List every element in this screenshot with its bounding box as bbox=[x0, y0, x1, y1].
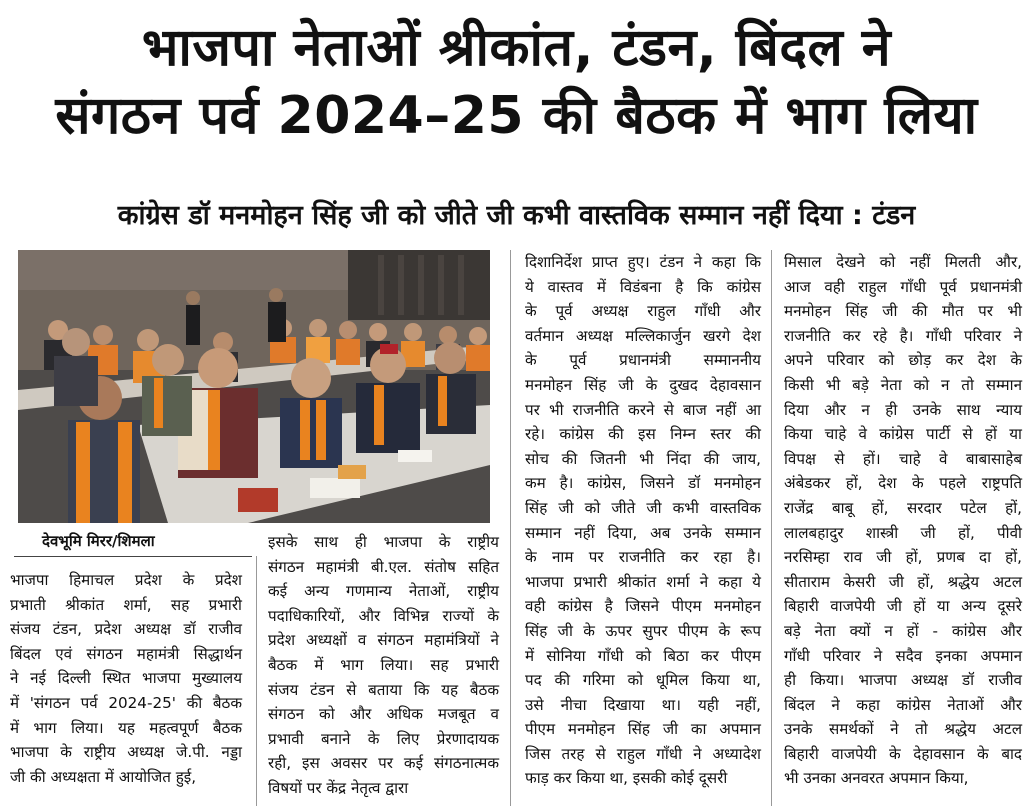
article-line: भाजपा प्रभारी श्रीकांत शर्मा ने कहा ये bbox=[525, 572, 761, 591]
credit-underline bbox=[14, 556, 252, 557]
article-line: सोच की जितनी भी निंदा की जाय, bbox=[525, 449, 761, 468]
article-line: बड़े नेता क्यों न हों - कांग्रेस और bbox=[784, 621, 1022, 640]
article-line: में सोनिया गाँधी को बिठा कर पीएम bbox=[525, 646, 761, 665]
article-line: संगठन को और अधिक मजबूत व bbox=[268, 705, 499, 724]
article-line: भाजपा के राष्ट्रीय अध्यक्ष जे.पी. नड्डा bbox=[10, 743, 242, 762]
article-line: जी की अध्यक्षता में आयोजित हुई, bbox=[10, 767, 197, 786]
article-line: भाजपा हिमाचल प्रदेश के प्रदेश bbox=[10, 571, 242, 589]
article-line: इसके साथ ही भाजपा के राष्ट्रीय bbox=[268, 533, 499, 551]
article-line: बैठक में भाग लिया। सह प्रभारी bbox=[268, 655, 499, 674]
article-line: के पूर्व प्रधानमंत्री सम्माननीय bbox=[525, 351, 761, 370]
article-line: रहे। कांग्रेस की इस निम्न स्तर की bbox=[525, 425, 761, 444]
meeting-photo bbox=[18, 250, 490, 523]
article-line: के नाम पर राजनीति कर रहा है। bbox=[525, 548, 761, 567]
subheadline: कांग्रेस डॉ मनमोहन सिंह जी को जीते जी कभी वास्तविक सम्मान नहीं दिया : टंडन bbox=[117, 200, 916, 231]
article-line: संजय टंडन से बताया कि यह बैठक bbox=[268, 680, 499, 699]
article-line: मनमोहन सिंह जी की मौत पर भी bbox=[784, 302, 1022, 321]
article-line: राजेंद्र बाबू हों, सरदार पटेल हों, bbox=[784, 498, 1022, 517]
column-divider bbox=[771, 250, 772, 806]
article-line: पर भी राजनीति करने से बाज नहीं आ bbox=[525, 400, 761, 419]
article-line: आज वही राहुल गाँधी पूर्व प्रधानमंत्री bbox=[784, 277, 1022, 296]
article-column-3 bbox=[525, 250, 761, 791]
article-line: संजय टंडन, प्रदेश अध्यक्ष डॉ राजीव bbox=[10, 620, 242, 639]
article-line: जिस तरह से राहुल गाँधी ने अध्यादेश bbox=[525, 744, 761, 763]
article-line: उसे नीचा दिखाया था। यही नहीं, bbox=[525, 695, 761, 714]
article-line: सीताराम केसरी जी हों, श्रद्धेय अटल bbox=[784, 572, 1022, 591]
article-line: राजनीति कर रहे है। गाँधी परिवार ने bbox=[784, 326, 1022, 345]
article-line: बिहारी वाजपेयी जी हों या अन्य दूसरे bbox=[784, 597, 1022, 616]
headline bbox=[0, 14, 1033, 150]
article-line: सिंह जी के ऊपर सुपर पीएम के रूप bbox=[525, 621, 761, 640]
article-line: में भाग लिया। यह महत्वपूर्ण बैठक bbox=[10, 718, 242, 737]
article-line: किसी भी बड़े नेता को न तो सम्मान bbox=[784, 375, 1022, 394]
article-column-1 bbox=[10, 568, 242, 789]
article-line: लालबहादुर शास्त्री जी हों, पीवी bbox=[784, 523, 1022, 542]
article-line: वही कांग्रेस है जिसने पीएम मनमोहन bbox=[525, 597, 761, 616]
column-divider bbox=[510, 250, 511, 806]
article-line: उनके समर्थकों ने तो श्रद्धेय अटल bbox=[784, 720, 1022, 739]
article-line: सम्मान नहीं दिया, अब उनके सम्मान bbox=[525, 523, 761, 542]
article-line: बिंदल एवं संगठन महामंत्री सिद्धार्थन bbox=[10, 644, 242, 663]
article-line: अंबेडकर हों, देश के पहले राष्ट्रपति bbox=[784, 474, 1022, 493]
article-line: ही किया। भाजपा अध्यक्ष डॉ राजीव bbox=[784, 671, 1022, 690]
article-line: प्रभाती श्रीकांत शर्मा, सह प्रभारी bbox=[10, 595, 242, 614]
headline-line-1: भाजपा नेताओं श्रीकांत, टंडन, बिंदल ने bbox=[141, 18, 892, 78]
article-line: पदाधिकारियों, और विभिन्न राज्यों के bbox=[268, 606, 499, 625]
headline-line-2: संगठन पर्व 2024–25 की बैठक में भाग लिया bbox=[55, 86, 978, 146]
article-line: प्रभावी बनाने के लिए प्रेरणादायक bbox=[268, 729, 499, 748]
article-line: विषयों पर केंद्र नेतृत्व द्वारा bbox=[268, 778, 409, 797]
article-line: दिया और न ही उनके साथ न्याय bbox=[784, 400, 1022, 419]
article-line: ये वास्तव में विडंबना है कि कांग्रेस bbox=[525, 277, 761, 296]
article-line: रही, इस अवसर पर कई संगठनात्मक bbox=[268, 754, 499, 773]
article-line: कम है। कांग्रेस, जिसने डॉ मनमोहन bbox=[525, 474, 761, 493]
article-line: वर्तमान अध्यक्ष मल्लिकार्जुन खरगे देश bbox=[525, 326, 761, 345]
article-line: मिसाल देखने को नहीं मिलती और, bbox=[784, 253, 1022, 271]
article-line: दिशानिर्देश प्राप्त हुए। टंडन ने कहा कि bbox=[525, 253, 761, 271]
article-line: बिंदल ने कहा कांग्रेस नेताओं और bbox=[784, 695, 1022, 714]
article-line: सिंह जी को जीते जी कभी वास्तविक bbox=[525, 498, 761, 517]
article-line: बिहारी वाजपेयी के देहावसान के बाद bbox=[784, 744, 1022, 763]
article-line: प्रदेश अध्यक्षों व संगठन महामंत्रियों ने bbox=[268, 631, 499, 650]
article-line: नरसिम्हा राव जी हों, प्रणब दा हों, bbox=[784, 548, 1022, 567]
article-line: कई अन्य गणमान्य नेताओं, राष्ट्रीय bbox=[268, 582, 499, 601]
photo-credit: देवभूमि मिरर/शिमला bbox=[42, 532, 155, 550]
article-line: मनमोहन सिंह जी के दुखद देहावसान bbox=[525, 375, 761, 394]
article-line: पीएम मनमोहन सिंह जी का अपमान bbox=[525, 720, 761, 739]
article-column-2 bbox=[268, 530, 499, 801]
article-line: अपने परिवार को छोड़ कर देश के bbox=[784, 351, 1022, 370]
article-line: पद की गरिमा को धूमिल किया था, bbox=[525, 671, 761, 690]
article-line: गाँधी परिवार ने सदैव इनका अपमान bbox=[784, 646, 1022, 665]
article-line: ने नई दिल्ली स्थित भाजपा मुख्यालय bbox=[10, 669, 242, 688]
article-line: फाड़ कर किया था, इसकी कोई दूसरी bbox=[525, 769, 728, 788]
article-line: के पूर्व अध्यक्ष राहुल गाँधी और bbox=[525, 302, 761, 321]
article-line: विपक्ष से हों। चाहे वे बाबासाहेब bbox=[784, 449, 1022, 468]
article-line: संगठन महामंत्री बी.एल. संतोष सहित bbox=[268, 557, 499, 576]
article-line: में 'संगठन पर्व 2024-25' की बैठक bbox=[10, 693, 242, 712]
article-column-4 bbox=[784, 250, 1022, 791]
article-line: भी उनका अनवरत अपमान किया, bbox=[784, 769, 969, 788]
column-divider bbox=[256, 556, 257, 806]
article-line: किया चाहे वे कांग्रेस पार्टी से हों या bbox=[784, 425, 1022, 444]
